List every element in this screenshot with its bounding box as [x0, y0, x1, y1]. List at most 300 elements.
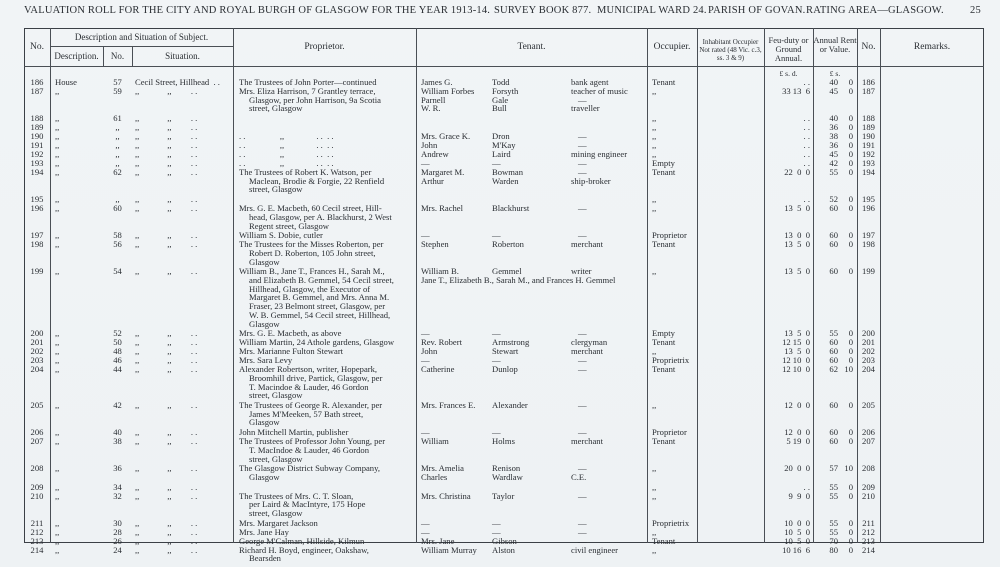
row-number-right: 197 [862, 230, 875, 241]
row-number-right: 198 [862, 239, 875, 250]
row-tenant-occupation: — [578, 131, 587, 142]
row-annual-pounds: 80 [829, 544, 838, 555]
row-tenant-forename: — [421, 517, 430, 528]
row-street-number: 46 [113, 355, 122, 366]
row-tenant-forename: Rev. Robert [421, 337, 462, 348]
col-situation: Situation. [165, 51, 200, 61]
row-annual-pounds: 60 [829, 203, 838, 214]
row-number: 205 [30, 400, 44, 411]
row-street-number: 56 [113, 239, 122, 250]
row-tenant-occupation: — [578, 427, 587, 438]
row-proprietor: Mrs. Margaret Jackson [239, 517, 318, 528]
row-situation: ,, ,, . . [135, 230, 198, 241]
row-description: ,, [55, 131, 60, 142]
row-tenant-occupation: — [578, 526, 587, 537]
row-annual-shillings: 0 [848, 436, 853, 447]
col-no2: No. [110, 51, 125, 61]
row-tenant-forename: — [421, 328, 430, 339]
row-description: ,, [55, 544, 60, 555]
row-proprietor: The Glasgow District Subway Company, [239, 463, 380, 474]
row-annual-shillings: 0 [848, 158, 853, 169]
rule [50, 46, 233, 47]
col-tenant: Tenant. [517, 42, 546, 52]
row-number: 189 [30, 122, 44, 133]
row-proprietor: Margaret B. Gemmel, and Mrs. Anna M. [249, 292, 390, 303]
row-annual-shillings: 0 [848, 337, 853, 348]
row-number: 204 [30, 364, 44, 375]
row-number: 188 [30, 113, 44, 124]
row-description: ,, [55, 346, 60, 357]
row-proprietor: Mrs. G. E. Macbeth, 60 Cecil street, Hill- [239, 203, 382, 214]
row-situation: ,, ,, . . [135, 131, 198, 142]
row-tenant-occupation: merchant [571, 239, 603, 250]
row-description: ,, [55, 239, 60, 250]
row-proprietor: . . ,, . . . . [239, 140, 334, 151]
row-tenant-surname: — [492, 526, 501, 537]
row-proprietor: Mrs. Eliza Harrison, 7 Grantley terrace, [239, 86, 376, 96]
row-feu-duty: . . [803, 131, 810, 142]
row-description: ,, [55, 364, 60, 375]
row-tenant-surname: Dunlop [492, 364, 518, 375]
row-proprietor: James M'Meeken, 57 Bath street, [249, 408, 364, 419]
row-number: 191 [30, 140, 44, 151]
row-situation: ,, ,, . . [135, 337, 198, 348]
row-occupier: Tenant [652, 535, 676, 546]
row-number: 209 [30, 481, 44, 492]
row-tenant-occupation: — [578, 158, 587, 169]
row-tenant-forename: — [421, 526, 430, 537]
row-tenant-occupation: merchant [571, 346, 603, 357]
row-description: ,, [55, 463, 60, 474]
row-feu-duty: . . [803, 113, 810, 124]
row-street-number: 44 [113, 364, 122, 375]
row-situation: ,, ,, . . [135, 346, 198, 357]
row-number-right: 200 [862, 328, 875, 339]
row-proprietor: head, Glasgow, per A. Blackhurst, 2 West [249, 211, 392, 222]
row-proprietor: The Trustees for the Misses Roberton, per [239, 239, 384, 250]
row-tenant-surname: Forsyth [492, 86, 519, 96]
row-number-right: 204 [862, 364, 875, 375]
row-tenant-occupation: — [578, 517, 587, 528]
row-annual-pounds: 60 [829, 239, 838, 250]
row-tenant-surname: — [492, 230, 501, 241]
row-annual-pounds: 60 [829, 427, 838, 438]
row-feu-duty: 9 9 0 [788, 490, 810, 501]
row-situation: ,, ,, . . [135, 167, 198, 178]
row-street-number: 26 [113, 535, 122, 546]
row-situation: ,, ,, . . [135, 535, 198, 546]
row-feu-duty: . . [803, 481, 810, 492]
roll-title: VALUATION ROLL FOR THE CITY AND ROYAL BURGH OF GLASGOW FOR THE YEAR 1913-14. [24, 5, 491, 16]
row-tenant-forename: Mrs. Grace K. [421, 131, 471, 142]
col-remarks: Remarks. [913, 42, 951, 52]
row-proprietor: John Mitchell Martin, publisher [239, 427, 349, 438]
row-number: 190 [30, 131, 44, 142]
row-tenant-surname: Renison [492, 463, 521, 474]
row-occupier: ,, [652, 203, 657, 214]
row-proprietor: Alexander Robertson, writer, Hopepark, [239, 364, 378, 375]
row-situation: ,, ,, . . [135, 140, 198, 151]
row-occupier: Proprietrix [652, 355, 690, 366]
row-proprietor: Mrs. G. E. Macbeth, as above [239, 328, 342, 339]
row-number: 214 [30, 544, 44, 555]
row-description: ,, [55, 86, 60, 96]
row-occupier: Tenant [652, 239, 676, 250]
row-occupier: ,, [652, 544, 657, 555]
row-proprietor: The Trustees of John Porter—continued [239, 77, 377, 87]
row-annual-pounds: 40 [829, 113, 838, 124]
row-description: ,, [55, 427, 60, 438]
row-annual-shillings: 0 [848, 230, 853, 241]
row-description: ,, [55, 167, 60, 178]
row-number-right: 208 [862, 463, 875, 474]
row-occupier: ,, [652, 526, 657, 537]
row-number-right: 194 [862, 167, 875, 178]
row-tenant-surname: Laird [492, 149, 511, 160]
row-annual-pounds: 36 [829, 122, 838, 133]
row-description: ,, [55, 266, 60, 277]
row-annual-pounds: 55 [829, 517, 838, 528]
col-no-right: No. [861, 42, 876, 52]
row-annual-shillings: 0 [848, 203, 853, 214]
row-annual-pounds: 60 [829, 400, 838, 411]
row-occupier: Empty [652, 328, 675, 339]
row-description: ,, [55, 230, 60, 241]
row-proprietor: Richard H. Boyd, engineer, Oakshaw, [239, 544, 369, 555]
row-proprietor: Regent street, Glasgow [249, 220, 329, 231]
row-situation: ,, ,, . . [135, 355, 198, 366]
row-annual-pounds: 42 [829, 158, 838, 169]
row-annual-shillings: 0 [848, 140, 853, 151]
row-description: ,, [55, 194, 60, 205]
row-annual-shillings: 0 [848, 427, 853, 438]
row-occupier: ,, [652, 122, 657, 133]
row-street-number: 62 [113, 167, 122, 178]
row-annual-pounds: 55 [829, 526, 838, 537]
row-tenant-occupation: writer [571, 266, 592, 277]
row-occupier: ,, [652, 86, 657, 96]
row-feu-duty: . . [803, 158, 810, 169]
row-situation: ,, ,, . . [135, 239, 198, 250]
rule [697, 28, 698, 543]
row-proprietor: Mrs. Marianne Fulton Stewart [239, 346, 344, 357]
row-street-number: 32 [113, 490, 122, 501]
row-proprietor: street, Glasgow [249, 184, 303, 195]
row-proprietor: Mrs. Jane Hay [239, 526, 289, 537]
row-proprietor: . . ,, . . . . [239, 131, 334, 142]
row-number: 202 [30, 346, 44, 357]
row-feu-duty: 12 10 0 [782, 364, 810, 375]
row-proprietor: The Trustees of Professor John Young, per [239, 436, 386, 447]
row-proprietor: per Laird & MacIntyre, 175 Hope [249, 499, 366, 510]
row-annual-shillings: 0 [848, 131, 853, 142]
row-feu-duty: . . [803, 77, 810, 87]
row-feu-duty: 12 15 0 [782, 337, 810, 348]
row-tenant-forename: W. R. [421, 103, 441, 114]
row-street-number: ,, [115, 158, 120, 169]
row-tenant-forename: William Murray [421, 544, 477, 555]
row-proprietor: Bearsden [249, 553, 281, 564]
row-feu-duty: . . [803, 122, 810, 133]
row-proprietor: and Elizabeth B. Gemmel, 54 Cecil street, [249, 275, 394, 286]
row-proprietor: Fraser, 23 Belmont street, Glasgow, per [249, 301, 386, 312]
row-tenant-surname: Bull [492, 103, 507, 114]
row-annual-shillings: 0 [848, 239, 853, 250]
row-proprietor: W. B. Gemmel, 54 Cecil street, Hillhead, [249, 309, 391, 320]
row-tenant-surname: Dron [492, 131, 510, 142]
row-proprietor: Glasgow [249, 471, 280, 482]
page-number: 25 [970, 5, 981, 16]
row-street-number: 54 [113, 266, 122, 277]
row-tenant-forename: Mrs. Jane [421, 535, 455, 546]
row-annual-shillings: 0 [848, 400, 853, 411]
row-tenant-forename: John [421, 346, 438, 357]
row-tenant-surname: Taylor [492, 490, 515, 501]
row-annual-shillings: 0 [848, 526, 853, 537]
row-feu-duty: 33 13 6 [782, 86, 810, 96]
row-annual-shillings: 0 [848, 86, 853, 96]
row-tenant-occupation: — [578, 167, 587, 178]
row-occupier: ,, [652, 131, 657, 142]
row-street-number: 59 [113, 86, 122, 96]
row-tenant-forename: James G. [421, 77, 453, 87]
row-tenant-surname: — [492, 427, 501, 438]
row-proprietor: The Trustees of Robert K. Watson, per [239, 167, 372, 178]
row-street-number: 24 [113, 544, 122, 555]
row-proprietor: street, Glasgow [249, 508, 303, 519]
row-tenant-forename: Parnell [421, 94, 446, 105]
row-annual-pounds: 57 [829, 463, 838, 474]
row-number-right: 213 [862, 535, 875, 546]
row-proprietor: Mrs. Sara Levy [239, 355, 293, 366]
row-tenant-surname: Gemmel [492, 266, 522, 277]
row-description: ,, [55, 149, 60, 160]
row-proprietor: George M'Calman, Hillside, Kilmun [239, 535, 365, 546]
row-number-right: 210 [862, 490, 875, 501]
row-occupier: Empty [652, 158, 675, 169]
row-annual-shillings: 10 [844, 463, 853, 474]
row-number: 203 [30, 355, 44, 366]
row-number: 193 [30, 158, 44, 169]
row-number: 198 [30, 239, 44, 250]
row-tenant-occupation: — [578, 94, 587, 105]
row-description: ,, [55, 158, 60, 169]
row-tenant-occupation: — [578, 364, 587, 375]
row-annual-pounds: 70 [829, 535, 838, 546]
row-number-right: 202 [862, 346, 875, 357]
row-occupier: Proprietor [652, 230, 687, 241]
row-proprietor: Glasgow [249, 256, 280, 267]
row-annual-pounds: 60 [829, 337, 838, 348]
row-situation: ,, ,, . . [135, 436, 198, 447]
row-number: 211 [30, 517, 44, 528]
row-description: ,, [55, 113, 60, 124]
row-tenant-occupation: civil engineer [571, 544, 619, 555]
row-annual-pounds: 45 [829, 149, 838, 160]
row-number: 200 [30, 328, 44, 339]
row-situation: ,, ,, . . [135, 203, 198, 214]
row-description: ,, [55, 203, 60, 214]
row-proprietor: street, Glasgow [249, 453, 303, 464]
row-street-number: 38 [113, 436, 122, 447]
row-tenant-surname: Todd [492, 77, 510, 87]
row-feu-duty: 13 5 0 [784, 328, 810, 339]
row-proprietor: Glasgow [249, 318, 280, 329]
row-feu-duty: 13 5 0 [784, 266, 810, 277]
row-tenant-occupation: — [578, 230, 587, 241]
row-situation: ,, ,, . . [135, 490, 198, 501]
row-tenant-forename: — [421, 427, 430, 438]
row-annual-pounds: 52 [829, 194, 838, 205]
row-annual-shillings: 0 [848, 535, 853, 546]
row-annual-pounds: 36 [829, 140, 838, 151]
row-annual-shillings: 0 [848, 113, 853, 124]
row-tenant-occupation: — [578, 490, 587, 501]
row-situation: ,, ,, . . [135, 526, 198, 537]
row-description: ,, [55, 526, 60, 537]
row-annual-pounds: 55 [829, 490, 838, 501]
rule [416, 28, 417, 543]
row-proprietor: T. MacIndoe & Lauder, 46 Gordon [249, 444, 370, 455]
row-annual-shillings: 0 [848, 517, 853, 528]
row-annual-shillings: 0 [848, 328, 853, 339]
row-street-number: 58 [113, 230, 122, 241]
row-occupier: ,, [652, 400, 657, 411]
row-annual-pounds: 60 [829, 355, 838, 366]
row-number-right: 190 [862, 131, 875, 142]
col-annual: Annual Rent or Value. [813, 35, 857, 54]
row-occupier: ,, [652, 463, 657, 474]
row-proprietor: The Trustees of George R. Alexander, per [239, 400, 383, 411]
row-annual-pounds: 38 [829, 131, 838, 142]
row-number-right: 192 [862, 149, 875, 160]
row-tenant-surname: Wardlaw [492, 471, 523, 482]
row-street-number: 42 [113, 400, 122, 411]
row-annual-shillings: 0 [848, 490, 853, 501]
row-number: 192 [30, 149, 44, 160]
row-feu-duty: . . [803, 140, 810, 151]
row-feu-duty: 12 10 0 [782, 355, 810, 366]
rule [880, 28, 881, 543]
row-annual-pounds: 60 [829, 436, 838, 447]
row-tenant-forename: Arthur [421, 175, 444, 186]
row-annual-shillings: 0 [848, 77, 853, 87]
row-tenant-surname: Roberton [492, 239, 524, 250]
row-annual-shillings: 0 [848, 481, 853, 492]
row-tenant-forename: — [421, 230, 430, 241]
row-description: ,, [55, 490, 60, 501]
row-annual-pounds: 62 [829, 364, 838, 375]
row-description: ,, [55, 517, 60, 528]
row-tenant-occupation: — [578, 140, 587, 151]
row-number: 210 [30, 490, 44, 501]
row-street-number: 34 [113, 481, 122, 492]
row-annual-pounds: 60 [829, 346, 838, 357]
row-number-right: 211 [862, 517, 875, 528]
row-occupier: Tenant [652, 364, 676, 375]
row-number: 186 [30, 77, 44, 87]
row-street-number: 36 [113, 463, 122, 474]
row-street-number: 28 [113, 526, 122, 537]
row-feu-duty: . . [803, 149, 810, 160]
row-tenant-forename: William Forbes [421, 86, 475, 96]
row-situation: ,, ,, . . [135, 113, 198, 124]
row-occupier: ,, [652, 113, 657, 124]
row-description: ,, [55, 400, 60, 411]
row-description: ,, [55, 140, 60, 151]
row-annual-pounds: 55 [829, 481, 838, 492]
row-description: ,, [55, 122, 60, 133]
row-annual-pounds: 60 [829, 230, 838, 241]
row-street-number: 52 [113, 328, 122, 339]
parish: PARISH OF GOVAN. [708, 5, 806, 16]
row-feu-duty: 10 5 0 [784, 526, 810, 537]
row-street-number: 40 [113, 427, 122, 438]
row-occupier: Tenant [652, 167, 676, 178]
row-tenant-occupation: teacher of music [571, 86, 628, 96]
row-street-number: ,, [115, 140, 120, 151]
row-tenant-surname: Stewart [492, 346, 519, 357]
header-divider [24, 66, 984, 67]
row-tenant-surname: Blackhurst [492, 203, 530, 214]
row-occupier: Tenant [652, 436, 676, 447]
row-annual-pounds: 55 [829, 328, 838, 339]
row-situation: ,, ,, . . [135, 544, 198, 555]
row-annual-shillings: 0 [848, 194, 853, 205]
row-tenant-occupation: — [578, 328, 587, 339]
row-annual-shillings: 0 [848, 122, 853, 133]
row-street-number: 61 [113, 113, 122, 124]
row-tenant-forename: Andrew [421, 149, 449, 160]
row-situation: ,, ,, . . [135, 328, 198, 339]
row-feu-duty: 10 0 0 [784, 517, 810, 528]
row-tenant-occupation: — [578, 400, 587, 411]
row-number-right: 212 [862, 526, 875, 537]
row-occupier: ,, [652, 149, 657, 160]
row-tenant-surname: Bowman [492, 167, 524, 178]
col-inhabitant: Inhabitant Occupier Not rated (48 Vic. c.3, ss. 3 & 9) [699, 38, 762, 62]
row-situation: ,, ,, . . [135, 364, 198, 375]
row-number-right: 188 [862, 113, 875, 124]
row-proprietor: The Trustees of Mrs. C. T. Sloan, [239, 490, 354, 501]
row-description: ,, [55, 436, 60, 447]
row-feu-duty: 13 5 0 [784, 239, 810, 250]
row-tenant-joint: Jane T., Elizabeth B., Sarah M., and Frances H. Gemmel [421, 275, 616, 286]
rule [50, 28, 51, 543]
row-street-number: 60 [113, 203, 122, 214]
row-occupier: Proprietrix [652, 517, 690, 528]
row-annual-shillings: 0 [848, 167, 853, 178]
row-annual-shillings: 0 [848, 355, 853, 366]
row-feu-duty: 10 16 6 [782, 544, 810, 555]
feu-units: £ s. d. [779, 69, 798, 78]
row-street-number: ,, [115, 131, 120, 142]
row-tenant-forename: — [421, 355, 430, 366]
survey-book: SURVEY BOOK 877. [494, 5, 592, 16]
row-tenant-forename: John [421, 140, 438, 151]
row-tenant-forename: — [421, 158, 430, 169]
row-tenant-forename: William B. [421, 266, 459, 277]
row-tenant-occupation: — [578, 535, 587, 546]
row-tenant-occupation: — [578, 355, 587, 366]
row-situation: ,, ,, . . [135, 86, 198, 96]
row-proprietor: T. Macindoe & Lauder, 46 Gordon [249, 381, 369, 392]
col-proprietor: Proprietor. [304, 42, 345, 52]
municipal-ward: MUNICIPAL WARD 24. [597, 5, 707, 16]
row-proprietor: Hillhead, Glasgow, the Executor of [249, 283, 371, 294]
row-annual-pounds: 45 [829, 86, 838, 96]
row-proprietor: Glasgow, per John Harrison, 9a Scotia [249, 94, 381, 105]
